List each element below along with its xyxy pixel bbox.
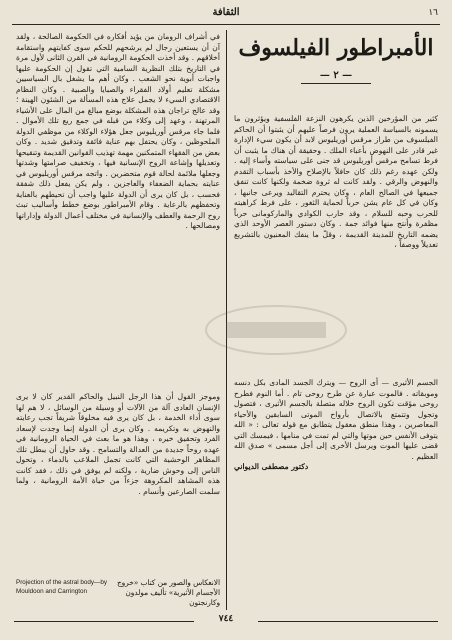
paragraph: الجسم الأثيرى — أى الروح — ويترك الجسد المادى بكل دنسه وموبقاته . فالموت عبارة عن طرح روحى تام . أما النوم فطرح روحى مؤقت تكون الروح خلاله متصلة بالجسم الأثيرى ، فتصول وتجول وتتمتع بالاتصال بأرواح الموتى السابقين والأحياء المعاصرين ، وهذا منطق معقول يتطابق مع قوله تعالى : « الله يتوفى الأنفس حين موتها والتي لم تمت في منامها ، فيمسك التي قضى عليها الموت ويرسل الأخرى إلى أجل مسمى » صدق الله العظيم . [234, 378, 438, 461]
page-header [14, 8, 438, 22]
header-rule [12, 24, 440, 25]
author-signature: دكتور مصطفى الديواني [234, 462, 309, 471]
footer-rule-right [258, 621, 438, 622]
figure-caption-arabic: الانعكاس والصور من كتاب «خروج الأجسام الأثيرية» تأليف مولدون وكارنجتون [116, 578, 220, 607]
paragraph: في أشراف الرومان من يؤيد أفكاره في الحكومة الصالحة ، ولقد آن أن يستعين رجال لم يرشحهم للحكم سوى كفايتهم واستقامة أخلاقهم . وقد أخذت الحكومة الرومانية في القرن الثانى لأول مرة في التاريخ بتلك النظرية السامية التي تقول إن الحكومة عليها واجبات أبوية نحو الشعب . وكان أهم ما يشغل بال السياسيين مشكلة تعليم أولاد الفقراء والصبايا والصبية . وكان النظام الاقتصادي السيء لا يجمل علاج هذه المسألة من الشئون الهينة ؛ وقد عالج تراجان هذه المشكلة بوضع مبالغ من المال على الأشياء المرتهنة ، وعهد إلى وكلاء من قبله في جمع ريع تلك الأموال . فلما جاء مرقس أوريليوس جعل هؤلاء الوكلاء من موظفي الدولة الملحوظين ، وكان يحتفل بهم عناية فائقة وتدقيق شديد . وكان بعض من الفقهاء المتمكنين مهمة تهذيب القوانين القديمة وتنقيحها وتعديلها وإشاعة الروح الإنسانية فيها ، وتخفيف صرامتها وشدتها وجعلها ملائمة لحالة قوم متحضرين . واتجه مرقس أوريليوس في عنايته بحماية الضعفاء والعاجزين ، ولم يكن يفعل ذلك شفقة فحسب ، بل كان يرى أن الدولة عليها واجب أن تحيطهم بالعناية وتحفظهم بالرعاية . وقام الأمبراطور بوضع خطط وأساليب تبث روح الرحمة والعطف والإنسانية في مختلف أعمال الدولة وإداراتها ومصالحها . [16, 32, 220, 230]
left-column-bottom [16, 392, 220, 572]
header-page-number: ١٦ [428, 8, 438, 18]
column-divider [226, 30, 227, 610]
article-title: الأمبراطور الفيلسوف [238, 35, 434, 61]
paragraph: وموجز القول أن هذا الرجل النبيل والحاكم القدير كان لا يرى الإنسان العادى آلة من الآلات أو وسيلة من الوسائل ، لا هم لها سوى أداء الخدمة ، بل كان يرى فيه مخلوقاً شريفاً تجب رعايته والنهوض به وتكريمه . وكان يرى أن الدولة إنما وجدت لإسعاد الفرد وتحقيق خيره ، وهذا هو ما بعث في الحياة الرومانية في عهده روحاً جديدة من العدالة والتسامح . وقد حاول أن يبطل تلك المظاهر الوحشية التي كانت تجمل الملاعب بالدماء ، وتحول الناس إلى وحوش ضارية ، ولكنه لم يوفق في ذلك ، فقد كانت هذه المشاهد المكروهة جزءاً من حياة الأمة الرومانية ، ولما سلمت الصارعين وأنسام . [16, 392, 220, 496]
article-heading [232, 30, 440, 108]
right-column-bottom [234, 378, 438, 570]
figure-caption-english: Projection of the astral body—by Mouldoon and Carrington [16, 579, 108, 595]
paragraph: كثير من المؤرخين الذين يكرهون النزعة الفلسفية ويؤثرون ما يسمونه بالسياسة العملية يرون فرصاً عليهم أن يثبتوا أن الحاكم الفيلسوف من طراز مرقس أوريليوس لابد أن يكون سيء الإدارة غير قادر على النهوض بأعباء الملك . وحقيقة أن هناك ما يثبت أن فرط تسامح مرقس أوريليوس قد جنى على سياسته وأساء إليه . ولكن عهده رغم ذلك كان حافلاً بالإصلاح والأخذ بأسباب التقدم والنهوض والرقي . ولقد كانت له ثروة ضخمة ولكنها كانت تنفق جميعها في الصالح العام ، وكان يحترم التقاليد ويرعى جانبها ، وكان في كل عام يشن حرباً لحماية الثغور ، على فرط كراهيته للحرب وحبه للسلام ، وقد حارب الكوادي والماركومانى حرباً مظفرة وأنتج منها فوائد جمة . وكان دستور العصر الأوحد الذي يضمه التاريخ للمدينة القديمة ، وقلّ ما ينفك المعنيون بالتشريع تعديلاً ووصفاً ، [234, 114, 438, 249]
magazine-name: الثقافة [212, 7, 240, 18]
article-part: — ٢ — [319, 70, 353, 81]
left-column-top [16, 32, 220, 388]
footer-page-number: ٧٤٤ [218, 614, 234, 624]
right-column-top [234, 114, 438, 370]
title-underline [301, 83, 371, 84]
page-footer [0, 614, 452, 628]
